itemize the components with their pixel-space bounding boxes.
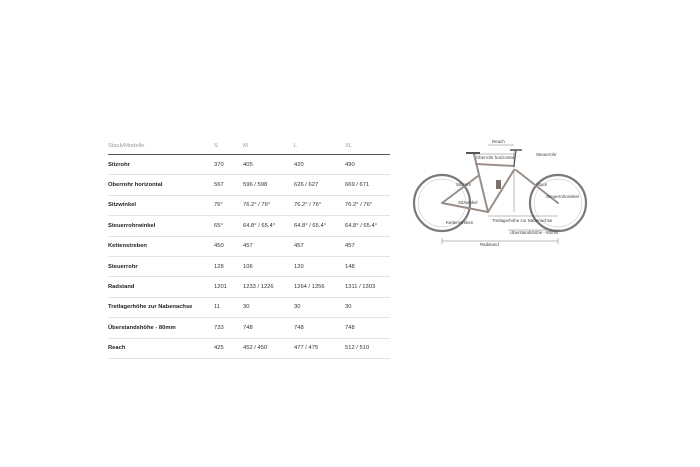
label-head-angle: Steuerrohrwinkel — [546, 194, 579, 199]
label-head-tube: Steuerrohr — [536, 152, 557, 157]
row-label: Steuerrohr — [108, 256, 214, 276]
table-row — [108, 195, 390, 215]
geometry-table — [108, 138, 390, 359]
cell-l: 76.2° / 76° — [294, 195, 345, 215]
table-row — [108, 297, 390, 317]
label-seat-angle: Sitzwinkel — [458, 200, 478, 205]
shock-absorber — [496, 180, 501, 189]
cell-xl: 64.8° / 65.4° — [345, 216, 390, 236]
cell-xl: 490 — [345, 155, 390, 175]
label-top-tube: Oberrohr horizontal — [476, 155, 514, 160]
cell-s: 370 — [214, 155, 243, 175]
cell-l: 1264 / 1256 — [294, 277, 345, 297]
table-row — [108, 256, 390, 276]
cell-s: 128 — [214, 256, 243, 276]
cell-l: 748 — [294, 318, 345, 338]
label-standover: Überstandshöhe - 80mm — [510, 230, 559, 235]
cell-m: 452 / 450 — [243, 338, 294, 358]
row-label: Kettenstreben — [108, 236, 214, 256]
table-row — [108, 318, 390, 338]
bike-geometry-svg — [410, 130, 600, 250]
row-label: Reach — [108, 338, 214, 358]
down-tube — [488, 170, 514, 212]
table-row — [108, 216, 390, 236]
cell-m: 76.2° / 76° — [243, 195, 294, 215]
cell-l: 477 / 475 — [294, 338, 345, 358]
label-wheelbase: Radstand — [480, 242, 499, 247]
row-label: Tretlagerhöhe zur Nabenachse — [108, 297, 214, 317]
row-label: Steuerrohrwinkel — [108, 216, 214, 236]
top-tube — [476, 164, 514, 166]
cell-xl: 1311 / 1303 — [345, 277, 390, 297]
row-label: Überstandshöhe - 80mm — [108, 318, 214, 338]
table-row — [108, 236, 390, 256]
cell-s: 733 — [214, 318, 243, 338]
cell-m: 106 — [243, 256, 294, 276]
table-row — [108, 175, 390, 195]
cell-xl: 76.2° / 76° — [345, 195, 390, 215]
cell-s: 1201 — [214, 277, 243, 297]
cell-l: 30 — [294, 297, 345, 317]
table-row — [108, 338, 390, 358]
header-size-xl: XL — [345, 138, 390, 155]
cell-m: 64.8° / 65.4° — [243, 216, 294, 236]
cell-l: 457 — [294, 236, 345, 256]
row-label: Oberrohr horizontal — [108, 175, 214, 195]
cell-m: 748 — [243, 318, 294, 338]
cell-s: 76° — [214, 195, 243, 215]
cell-s: 65° — [214, 216, 243, 236]
cell-xl: 512 / 510 — [345, 338, 390, 358]
header-model: Stack/Modelle — [108, 138, 214, 155]
cell-xl: 669 / 671 — [345, 175, 390, 195]
cell-xl: 30 — [345, 297, 390, 317]
cell-s: 567 — [214, 175, 243, 195]
bike-geometry-diagram — [410, 130, 600, 250]
cell-m: 596 / 598 — [243, 175, 294, 195]
header-size-m: M — [243, 138, 294, 155]
label-seat-tube: Sitzrohr — [456, 182, 472, 187]
label-chainstays: Kettenstreben — [446, 220, 474, 225]
cell-m: 30 — [243, 297, 294, 317]
label-stack: Stack — [536, 182, 547, 187]
cell-m: 1233 / 1226 — [243, 277, 294, 297]
label-reach: Reach — [492, 139, 505, 144]
table-header-row — [108, 138, 390, 155]
table-row — [108, 277, 390, 297]
cell-l: 64.8° / 65.4° — [294, 216, 345, 236]
row-label: Sitzrohr — [108, 155, 214, 175]
row-label: Radstand — [108, 277, 214, 297]
cell-l: 120 — [294, 256, 345, 276]
cell-s: 425 — [214, 338, 243, 358]
cell-s: 450 — [214, 236, 243, 256]
cell-xl: 748 — [345, 318, 390, 338]
header-size-l: L — [294, 138, 345, 155]
stem — [514, 150, 516, 166]
cell-m: 405 — [243, 155, 294, 175]
table-row — [108, 155, 390, 175]
header-size-s: S — [214, 138, 243, 155]
cell-m: 457 — [243, 236, 294, 256]
row-label: Sitzwinkel — [108, 195, 214, 215]
cell-xl: 457 — [345, 236, 390, 256]
cell-l: 626 / 627 — [294, 175, 345, 195]
cell-s: 11 — [214, 297, 243, 317]
cell-l: 420 — [294, 155, 345, 175]
cell-xl: 148 — [345, 256, 390, 276]
label-bb-height: Tretlagerhöhe zur Nabenachse — [492, 218, 553, 223]
seat-stay — [442, 176, 478, 203]
